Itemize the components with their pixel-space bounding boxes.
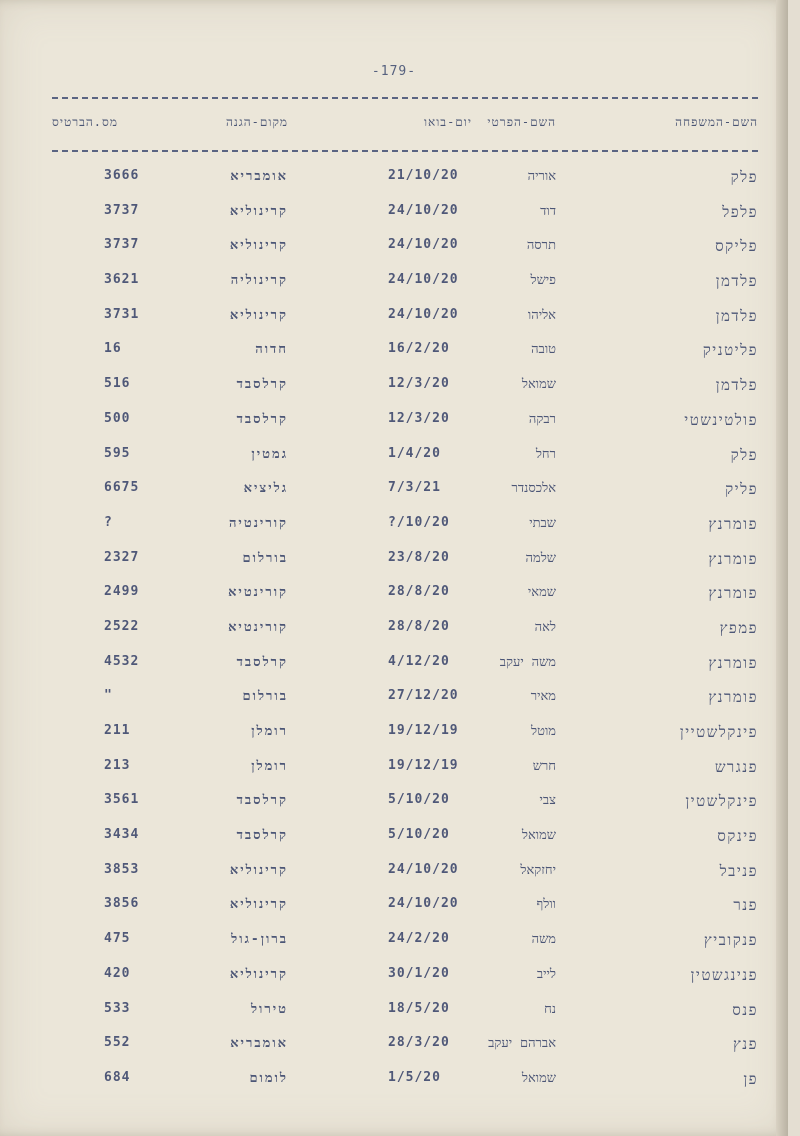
first-name-cell: נח — [544, 1001, 556, 1017]
origin-cell: קרינוליא — [229, 862, 288, 878]
origin-cell: קרלסבד — [236, 411, 288, 427]
table-row — [0, 720, 788, 755]
first-name-cell: מאיר — [530, 689, 556, 705]
table-row — [0, 685, 788, 720]
arrival-date-cell: 24/10/20 — [388, 237, 459, 253]
certificate-number-cell: 3621 — [104, 272, 140, 288]
certificate-number-cell: 475 — [104, 931, 131, 947]
arrival-date-cell: 24/10/20 — [388, 272, 459, 288]
certificate-number-cell: 16 — [104, 341, 122, 357]
surname-cell: פנקוביץ — [703, 931, 758, 950]
certificate-number-cell: 2499 — [104, 584, 140, 600]
origin-cell: רומלן — [251, 724, 288, 739]
surname-cell: פן — [743, 1069, 758, 1088]
surname-cell: פולטינשטי — [684, 410, 758, 429]
origin-cell: קרינוליא — [229, 238, 288, 254]
table-row — [0, 304, 788, 339]
table-row — [0, 1067, 788, 1102]
first-name-cell: שמואל — [521, 1070, 556, 1086]
first-name-cell: לייב — [536, 966, 556, 982]
surname-cell: פומרנץ — [708, 688, 758, 707]
arrival-date-cell: 18/5/20 — [388, 1000, 450, 1016]
first-name-cell: שבתי — [529, 515, 556, 531]
surname-cell: פלדמן — [715, 272, 758, 291]
certificate-number-cell: 2522 — [104, 618, 140, 634]
arrival-date-cell: 28/8/20 — [388, 584, 450, 600]
first-name-cell: רחל — [535, 446, 556, 462]
origin-cell: רומלן — [251, 758, 288, 774]
arrival-date-cell: 30/1/20 — [388, 965, 450, 981]
origin-cell: קרינוליא — [229, 307, 288, 323]
table-row — [0, 1032, 788, 1067]
origin-cell: בורלום — [242, 550, 288, 566]
surname-cell: פלפל — [722, 202, 758, 221]
origin-cell: אומבריא — [230, 1036, 288, 1052]
origin-cell: טירול — [250, 1001, 288, 1017]
surname-cell: פנס — [732, 1000, 758, 1019]
arrival-date-cell: 24/10/20 — [388, 861, 459, 877]
origin-cell: גליציא — [243, 481, 288, 497]
table-row — [0, 651, 788, 686]
table-row — [0, 234, 788, 269]
certificate-number-cell: 6675 — [104, 480, 140, 496]
origin-cell: לומום — [249, 1070, 288, 1086]
certificate-number-cell: 3666 — [104, 168, 140, 183]
arrival-date-cell: 4/12/20 — [388, 653, 450, 669]
first-name-cell: אליהו — [527, 307, 556, 323]
table-row — [0, 443, 788, 478]
arrival-date-cell: 7/3/21 — [388, 480, 441, 496]
certificate-number-cell: ? — [104, 514, 113, 530]
origin-cell: בורלום — [242, 689, 288, 705]
table-row — [0, 165, 788, 200]
origin-cell: קורינטיא — [228, 619, 288, 635]
origin-cell: קרינוליה — [230, 273, 288, 289]
first-name-cell: משה — [531, 932, 556, 948]
surname-cell: פליק — [725, 480, 758, 499]
arrival-date-cell: 23/8/20 — [388, 549, 450, 565]
header-origin: מקום-הגנה — [226, 115, 288, 129]
first-name-cell: דוד — [540, 203, 556, 219]
table-row — [0, 963, 788, 998]
certificate-number-cell: " — [104, 688, 113, 704]
arrival-date-cell: 21/10/20 — [388, 168, 459, 183]
arrival-date-cell: 5/10/20 — [388, 827, 450, 843]
origin-cell: קרלסבד — [236, 654, 288, 670]
certificate-number-cell: 595 — [104, 445, 131, 461]
first-name-cell: תרסה — [526, 238, 556, 254]
table-row — [0, 755, 788, 790]
arrival-date-cell: 19/12/19 — [388, 723, 459, 738]
table-row — [0, 859, 788, 894]
arrival-date-cell: 1/4/20 — [388, 445, 441, 461]
table-row — [0, 338, 788, 373]
table-row — [0, 581, 788, 616]
table-row — [0, 477, 788, 512]
certificate-number-cell: 500 — [104, 410, 131, 426]
surname-cell: פניבל — [719, 861, 758, 880]
table-row — [0, 998, 788, 1033]
surname-cell: פלדמן — [715, 306, 758, 325]
table-row — [0, 373, 788, 408]
certificate-number-cell: 516 — [104, 376, 131, 392]
first-name-cell: צבי — [539, 793, 556, 809]
certificate-number-cell: 4532 — [104, 653, 140, 669]
certificate-number-cell: 533 — [104, 1000, 131, 1016]
first-name-cell: שמאי — [527, 585, 556, 601]
arrival-date-cell: ?/10/20 — [388, 514, 450, 530]
first-name-cell: פישל — [530, 273, 556, 289]
first-name-cell: וולף — [536, 897, 556, 913]
table-row — [0, 200, 788, 235]
origin-cell: ברון-גול — [231, 932, 288, 948]
table-row — [0, 616, 788, 651]
certificate-number-cell: 420 — [104, 965, 131, 981]
first-name-cell: אוריה — [527, 169, 556, 184]
table-row — [0, 408, 788, 443]
surname-cell: פינקלשטיין — [679, 723, 758, 741]
first-name-cell: חרש — [532, 758, 556, 774]
arrival-date-cell: 24/2/20 — [388, 931, 450, 947]
certificate-number-cell: 211 — [104, 723, 131, 738]
header-certificate-number: מס.הברטיס — [52, 115, 118, 129]
column-headers — [0, 115, 788, 139]
first-name-cell: משה יעקב — [499, 654, 556, 670]
arrival-date-cell: 28/8/20 — [388, 618, 450, 634]
origin-cell: קורינטיה — [228, 515, 288, 531]
origin-cell: חדוה — [255, 342, 288, 358]
origin-cell: אומבריא — [230, 169, 288, 184]
surname-cell: פלדמן — [715, 376, 758, 395]
first-name-cell: רבקה — [528, 411, 556, 427]
table-row — [0, 547, 788, 582]
origin-cell: קרינוליא — [229, 966, 288, 982]
first-name-cell: שלמה — [525, 550, 556, 566]
certificate-number-cell: 3853 — [104, 861, 140, 877]
surname-cell: פלק — [730, 445, 758, 464]
arrival-date-cell: 19/12/19 — [388, 757, 459, 773]
header-first-name: השם-הפרטי — [487, 115, 556, 129]
header-arrival-date: יום-בואו — [423, 115, 472, 129]
certificate-number-cell: 213 — [104, 757, 131, 773]
table-row — [0, 789, 788, 824]
certificate-number-cell: 3737 — [104, 202, 140, 218]
arrival-date-cell: 27/12/20 — [388, 688, 459, 704]
surname-cell: פנץ — [732, 1035, 758, 1054]
surname-cell: פלק — [730, 168, 758, 186]
arrival-date-cell: 16/2/20 — [388, 341, 450, 357]
header-surname: השם-המשפחה — [675, 115, 758, 129]
certificate-number-cell: 3434 — [104, 827, 140, 843]
surname-cell: פליטניק — [702, 341, 758, 360]
header-bottom-rule — [52, 150, 758, 152]
register-rows — [0, 165, 788, 1102]
surname-cell: פנינגשטין — [690, 965, 758, 984]
surname-cell: פמפץ — [719, 618, 758, 637]
first-name-cell: יחזקאל — [520, 862, 556, 878]
first-name-cell: אלכסנדר — [511, 481, 556, 497]
arrival-date-cell: 1/5/20 — [388, 1069, 441, 1085]
surname-cell: פומרנץ — [708, 514, 758, 533]
arrival-date-cell: 24/10/20 — [388, 306, 459, 322]
origin-cell: גמטין — [251, 446, 288, 462]
first-name-cell: שמואל — [521, 828, 556, 844]
surname-cell: פליקס — [715, 237, 758, 256]
arrival-date-cell: 28/3/20 — [388, 1035, 450, 1051]
certificate-number-cell: 684 — [104, 1069, 131, 1085]
page-number: -179- — [371, 64, 417, 79]
origin-cell: קרלסבד — [236, 828, 288, 844]
first-name-cell: לאה — [534, 619, 556, 635]
first-name-cell: טובה — [531, 342, 556, 358]
arrival-date-cell: 12/3/20 — [388, 410, 450, 426]
certificate-number-cell: 2327 — [104, 549, 140, 565]
arrival-date-cell: 12/3/20 — [388, 376, 450, 392]
arrival-date-cell: 5/10/20 — [388, 792, 450, 808]
certificate-number-cell: 3731 — [104, 306, 140, 322]
origin-cell: קרינוליא — [229, 897, 288, 913]
surname-cell: פומרנץ — [708, 653, 758, 672]
surname-cell: פינקס — [717, 827, 758, 846]
arrival-date-cell: 24/10/20 — [388, 202, 459, 218]
origin-cell: קורינטיא — [228, 585, 288, 601]
certificate-number-cell: 3856 — [104, 896, 140, 912]
certificate-number-cell: 552 — [104, 1035, 131, 1051]
surname-cell: פינקלשטין — [685, 792, 758, 811]
origin-cell: קרלסבד — [236, 793, 288, 809]
table-row — [0, 269, 788, 304]
table-row — [0, 928, 788, 963]
first-name-cell: אברהם יעקב — [488, 1036, 556, 1052]
origin-cell: קרינוליא — [229, 203, 288, 219]
certificate-number-cell: 3561 — [104, 792, 140, 808]
table-row — [0, 893, 788, 928]
surname-cell: פומרנץ — [708, 549, 758, 568]
surname-cell: פומרנץ — [708, 584, 758, 603]
surname-cell: פנגרש — [714, 757, 758, 776]
first-name-cell: שמואל — [521, 377, 556, 393]
origin-cell: קרלסבד — [236, 377, 288, 393]
first-name-cell: מוטל — [531, 724, 556, 739]
header-top-rule — [52, 97, 758, 99]
table-row — [0, 824, 788, 859]
certificate-number-cell: 3737 — [104, 237, 140, 253]
surname-cell: פנר — [733, 896, 758, 915]
arrival-date-cell: 24/10/20 — [388, 896, 459, 912]
table-row — [0, 512, 788, 547]
